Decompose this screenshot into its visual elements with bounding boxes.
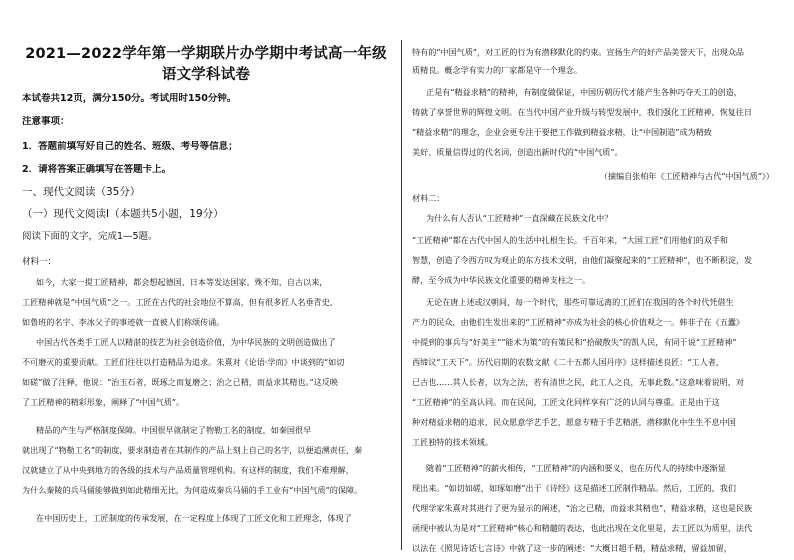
source-citation: （摘编自张柏年《工匠精神与古代“中国气质”》）	[599, 171, 774, 181]
paragraph-line: 在中国历史上，工匠制度的传承发展，在一定程度上体现了工匠文化和工匠理念，体现了	[36, 513, 352, 523]
paragraph-line: 为什么有人否认“工匠精神”一直深藏在民族文化中？	[426, 213, 613, 223]
paragraph-line: 了工匠精神的精彩形象，阐释了“中国气质”。	[22, 397, 185, 407]
paragraph-line: 如鲁班的名字、李冰父子的事迹就一直被人们称颂传诵。	[22, 317, 225, 327]
paragraph-line: 智慧，创造了令西方叹为观止的东方技术文明，由他们凝聚起来的“工匠精神”，也不断积淀，发	[412, 255, 753, 265]
instruction: 阅读下面的文字，完成1—5题。	[22, 231, 158, 242]
paragraph-line: 随着“工匠精神”的薪火相传，“工匠精神”的内涵和要义，也在历代人的持续中逐渐显	[426, 463, 726, 473]
subsection-heading: （一）现代文阅读Ⅰ（本题共5小题，19分）	[22, 208, 224, 220]
exam-title-line1: 2021—2022学年第一学期联片办学期中考试高一年级	[25, 46, 387, 62]
paragraph-line: 以法在《照见诗话七言诗》中就了这一步的阐述：“大概日超千精，精益求精，留益加留，	[412, 543, 732, 553]
paragraph-line: 代理学家朱熹对其进行了更为显示的阐述，“治之已精，而益求其精也”，精益求精，这也是民族	[412, 503, 753, 513]
paragraph-line: “工匠精神”都在古代中国人的生活中扎根生长。千百年来，“大国工匠”们用他们的双手和	[412, 235, 729, 245]
paragraph-line: 中提到的事兵与“好美主”“能术为策”的有策民和“拾破散失”的凯人民，有同于说“工匠精神”	[412, 337, 737, 347]
material-2-label: 材料二：	[412, 193, 445, 203]
note-2: 2．请将答案正确填写在答题卡上。	[22, 164, 172, 175]
paragraph-line: “精益求精”的理念，企业会更专注于要把工作做到精益求精，让“中国制造”成为精致	[412, 127, 712, 137]
paragraph-line: 精品的产生与严格制度保障。中国很早就制定了物勒工名的制度，如秦国很早	[36, 425, 312, 435]
notes-label: 注意事项：	[22, 116, 70, 127]
paragraph-line: 如磋”做了注释，他说：“治玉石者，既琢之而复磨之；治之已精，而益求其精也。”这反映	[22, 377, 338, 387]
paragraph-line: 函现中被认为是对“工匠精神”核心和精髓的表达，也此出现在文化里是，去工匠以为质里，法代	[412, 523, 753, 533]
material-1-label: 材料一：	[22, 257, 57, 267]
paragraph-line: 西缔议“工天下”。历代启期的农数文献《二十五都人国丹序》这样描述良匠：“工人者，	[412, 357, 724, 367]
left-column	[22, 0, 390, 560]
paragraph-line: 酵，至今成为中华民族文化重要的精神支柱之一。	[412, 275, 591, 285]
paragraph-line: 为什么秦陵的兵马俑能够做到如此精细无比，为何造成秦兵马俑的手工业有“中国气质”的保障。	[22, 485, 363, 495]
paragraph-line: 不可磨灭的重要贡献。工匠们往往以打造精品为追求。朱熹对《论语·学而》中谈到的“如切	[22, 357, 345, 367]
paragraph-line: 就出现了“物勒工名”的制度，要求制造者在其制作的产品上刻上自己的名字，以便追溯责任，秦	[22, 445, 363, 455]
paragraph-line: 现出来。“如切如磋，如琢如磨”出于《诗经》这是描述工匠制作精品。然后，工匠的，我们	[412, 483, 736, 493]
exam-info: 本试卷共12页，满分150分。考试用时150分钟。	[22, 93, 237, 104]
paragraph-line: 种对精益求精的追求，民众愿意学艺手艺，愿意专精于手艺精湛，潜移默化中生生不息中国	[412, 417, 736, 427]
paragraph-line: 工匠独特的技术领域。	[412, 437, 493, 447]
section-heading: 一、现代文阅读（35分）	[22, 186, 141, 198]
paragraph-line: 产力的民众，由他们生发出来的“工匠精神”亦成为社会的核心价值观之一。韩非子在《五蠹》	[412, 317, 745, 327]
paragraph-line: 中国古代各类手工匠人以精湛的技艺为社会创造价值，为中华民族的文明创造做出了	[36, 337, 336, 347]
paragraph-line: 汉就建立了从中央到地方的各级的技术与产品质量管理机构。有这样的制度，我们不难理解，	[22, 465, 354, 475]
paragraph-line: “工匠精神”的至高认同。而在民间，工匠文化同样享有广泛的认同与尊重。正是由于这	[412, 397, 720, 407]
paragraph-line: 美好、质量信得过的代名词，创造出新时代的“中国气质”。	[412, 147, 623, 157]
paragraph-line: 如今，大家一提工匠精神，都会想起德国、日本等发达国家。殊不知，自古以来，	[36, 277, 328, 287]
right-column	[412, 0, 774, 560]
paragraph-line: 工匠精神就是“中国气质”之一。工匠在古代的社会地位不算高，但有很多匠人名垂青史，	[22, 297, 338, 307]
exam-title-line2: 语文学科试卷	[161, 67, 251, 83]
paragraph-line: 正是有“精益求精”的精神，有制度做保证，中国历朝历代才能产生各种巧夺天工的创造，	[426, 87, 742, 97]
note-1: 1．答题前填写好自己的姓名、班级、考号等信息；	[22, 141, 238, 152]
paragraph-line: 已古也……其人长者，以为之法，若有清世之民，此工人之良，无事此数。”这意味着说明，对	[412, 377, 744, 387]
paragraph-line: 铸就了享誉世界的辉煌文明。在当代中国产业升级与转型发展中，我们强化工匠精神，恢复往日	[412, 107, 752, 117]
paragraph-line: 特有的“中国气质”，对工匠的行为有潜移默化的约束。宣扬生产的好产品美誉天下，出现众品	[412, 47, 745, 57]
paragraph-line: 无论在唐上述或汉朝间，每一个时代，那些可靠远离的工匠们在我国的各个时代凭借生	[426, 297, 734, 307]
column-divider	[401, 40, 402, 550]
paragraph-line: 质精良。概念学有实力的厂家都是守一个理念。	[412, 65, 582, 75]
